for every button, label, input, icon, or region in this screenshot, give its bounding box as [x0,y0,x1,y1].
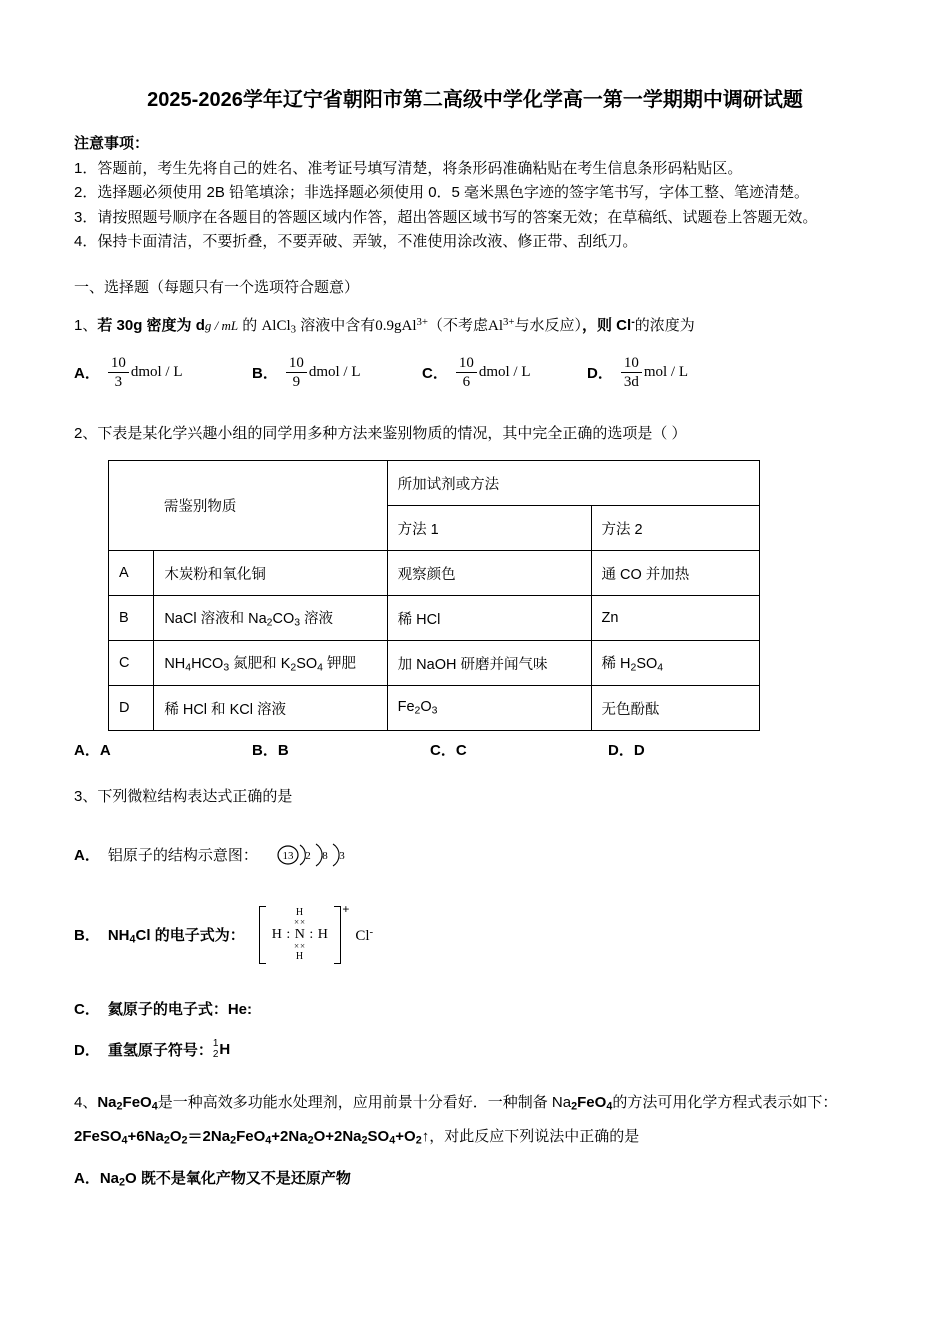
question-1-text-d: ，则 Cl [582,317,632,335]
question-3-text: 下列微粒结构表达式正确的是 [97,788,293,806]
question-3-number: 3、 [74,788,98,806]
svg-text:8: 8 [322,849,328,862]
row-d-substance: 稀 HCl 和 KCl 溶液 [154,686,387,731]
question-2-options [74,739,876,760]
question-1-text-c: 溶液中含有 [300,317,376,335]
row-c-substance: $NH_4HCO_3$ 氮肥和 $K_2SO_4$ 钾肥 [154,641,387,686]
question-2-option-c[interactable]: C．C [430,742,467,760]
question-1-ion-sup: 3+ [416,316,428,329]
question-2-option-b[interactable]: B．B [252,742,289,760]
question-4-number: 4、 [74,1094,98,1112]
aluminum-atom-structure-icon [274,840,354,870]
question-1-options [74,354,876,391]
notice-item-3: 3．请按照题号顺序在各题目的答题区域内作答，超出答题区域书写的答案无效；在草稿纸、试题卷上答题无效。 [74,208,818,226]
option-a-denominator: 3 [114,373,123,390]
notice-heading: 注意事项： [74,135,150,152]
option-d-fraction [621,354,642,391]
question-2 [74,421,876,447]
q4-sub-3: 2 [571,1100,578,1113]
option-b-label: B． [252,364,278,382]
option-b-fraction [286,354,307,391]
option-c-numerator: 10 [456,354,477,373]
question-1-number: 1、 [74,317,98,335]
q4-text-e: 的方法可用化学方程式表示如下： [612,1094,838,1112]
chloride-ion [355,926,373,945]
question-2-option-d[interactable]: D．D [608,742,645,760]
q4-text-c: 是一种高效多功能水处理剂，应用前景十分看好．一种制备 Na [157,1094,572,1112]
question-3-option-b[interactable] [74,901,876,965]
question-2-number: 2、 [74,424,98,442]
table-row [109,551,760,596]
chloride-charge: - [369,925,374,938]
electron-formula-bracket: H ×× H : N : H ×× H [259,906,342,965]
table-header-row-1 [109,461,760,506]
option-c-unit: dmol / L [478,363,531,380]
q3-option-d-text: 重氢原子符号： [107,1042,213,1060]
row-a-substance: 木炭粉和氧化铜 [154,551,387,596]
q3-option-c-text: 氦原子的电子式：He: [107,1001,253,1019]
question-2-option-a[interactable]: A．A [74,742,111,760]
option-c-fraction [456,354,477,391]
deuterium-atomic-number: 2 [212,1048,219,1060]
option-d-denominator: 3d [623,373,639,390]
question-1-formula-sub: 3 [290,323,297,336]
row-b-letter: B [109,596,154,641]
q3-option-b-formula: NH [107,927,130,945]
ef-charge: + [342,901,350,916]
option-d-numerator: 10 [621,354,642,373]
option-c-label: C． [422,364,448,382]
question-1-paren-open: （不考虑 [427,317,488,335]
question-1-option-a[interactable] [74,354,252,391]
question-1-ion2-sup: 3+ [503,316,515,329]
page-title: 2025-2026学年辽宁省朝阳市第二高级中学化学高一第一学期期中调研试题 [147,89,803,111]
question-1-paren-rest: 与水反应） [514,317,583,335]
question-1-option-b[interactable] [252,354,422,391]
question-1-amount: 0.9g [375,318,402,335]
svg-text:3: 3 [339,849,345,862]
row-d-letter: D [109,686,154,731]
option-d-label: D． [587,364,613,382]
option-a-numerator: 10 [108,354,129,373]
row-a-letter: A [109,551,154,596]
ef-top-h: H [295,906,305,918]
table-header-method-1: 方法 1 [387,506,591,551]
notice-item-2: 2．选择题必须使用 2B 铅笔填涂；非选择题必须使用 0．5 毫米黑色字迹的签字笔书写，字体工整、笔迹清楚。 [74,184,810,202]
deuterium-mass-number: 1 [212,1038,219,1050]
question-1-ion2: Al [488,318,503,335]
question-3-option-d[interactable] [74,1039,876,1060]
option-c-denominator: 6 [462,373,471,390]
ef-mid: H : N : H [271,926,329,942]
question-1-text-b: 的 [242,317,258,335]
row-c-method-1: 加 NaOH 研磨并闻气味 [387,641,591,686]
question-1 [74,313,876,340]
question-4 [74,1090,876,1116]
notice-item-1: 1．答题前，考生先将自己的姓名、准考证号填写清楚，将条形码准确粘贴在考生信息条形码粘贴区。 [74,160,743,177]
question-1-formula: AlCl [261,318,291,335]
identification-table [108,460,760,731]
option-b-denominator: 9 [292,373,301,390]
ammonium-electron-formula [259,901,350,965]
svg-text:2: 2 [305,849,311,862]
q3-option-a-label: A． [74,847,100,865]
question-1-ion: Al [401,318,417,335]
row-b-method-1: 稀 HCl [387,596,591,641]
chloride-symbol: Cl [355,927,370,944]
option-b-unit: dmol / L [308,363,361,380]
row-b-method-2: Zn [591,596,760,641]
question-4-option-a[interactable] [74,1166,876,1192]
row-a-method-2: 通 CO 并加热 [591,551,760,596]
q3-option-c-label: C． [74,1001,100,1019]
option-a-label: A． [74,364,100,382]
row-b-substance: NaCl 溶液和 $Na_2CO_3$ 溶液 [154,596,387,641]
question-1-text-e: 的浓度为 [634,317,695,335]
notice-item-4: 4．保持卡面清洁，不要折叠，不要弄破、弄皱，不准使用涂改液、修正带、刮纸刀。 [74,232,638,250]
deuterium-symbol: H [219,1041,231,1059]
q4-option-a-text: A．$Na_2O$ 既不是氧化产物又不是还原产物 [74,1170,351,1189]
option-a-fraction [108,354,129,391]
section-title: 一、选择题（每题只有一个选项符合题意） [74,279,360,297]
table-header-substance: 需鉴别物质 [154,461,387,551]
q4-equation: $2FeSO_4+6Na_2O_2=2Na_2FeO_4+2Na_2O+2Na_2SO_4+O_2↑$ [74,1128,430,1147]
q3-option-a-text: 铝原子的结构示意图： [107,847,258,865]
option-a-unit: dmol / L [130,363,183,380]
question-3-option-c[interactable] [74,998,876,1019]
ef-bot-h: H [295,950,305,962]
row-c-letter: C [109,641,154,686]
question-1-text-a: 若 30g 密度为 d [97,317,205,335]
q3-option-d-label: D． [74,1042,100,1060]
row-d-method-2: 无色酚酞 [591,686,760,731]
table-row [109,596,760,641]
q4-sub-1: 2 [116,1100,123,1113]
row-d-method-1: $Fe_2O_3$ [387,686,591,731]
q4-equation-tail: ，对此反应下列说法中正确的是 [429,1128,640,1146]
q3-option-b-label: B． [74,927,100,945]
row-c-method-2: 稀 $H_2SO_4$ [591,641,760,686]
q4-sub-2: 4 [151,1100,158,1113]
row-a-method-1: 观察颜色 [387,551,591,596]
question-1-unit: g / mL [204,318,239,334]
question-1-text-d-sup: - [631,316,635,329]
question-1-option-d[interactable] [587,354,688,391]
q4-formula-b: FeO [122,1094,152,1112]
q3-option-b-formula-sub: 4 [129,933,136,946]
option-d-unit: mol / L [643,363,689,380]
option-b-numerator: 10 [286,354,307,373]
table-row [109,686,760,731]
svg-text:13: 13 [282,849,294,862]
q4-sub-4: 4 [606,1100,613,1113]
table-header-reagent: 所加试剂或方法 [387,461,759,506]
q4-formula-d: FeO [577,1094,607,1112]
question-4-equation-line [74,1124,876,1150]
question-2-text: 下表是某化学兴趣小组的同学用多种方法来鉴别物质的情况，其中完全正确的选项是（ ） [97,424,687,442]
q3-option-b-text: Cl 的电子式为： [135,927,245,945]
table-header-method-2: 方法 2 [591,506,760,551]
question-3-option-a[interactable] [74,840,876,870]
question-3 [74,784,876,810]
deuterium-indices [213,1039,219,1060]
table-row [109,641,760,686]
q4-formula-a: Na [97,1094,117,1112]
question-1-option-c[interactable] [422,354,587,391]
